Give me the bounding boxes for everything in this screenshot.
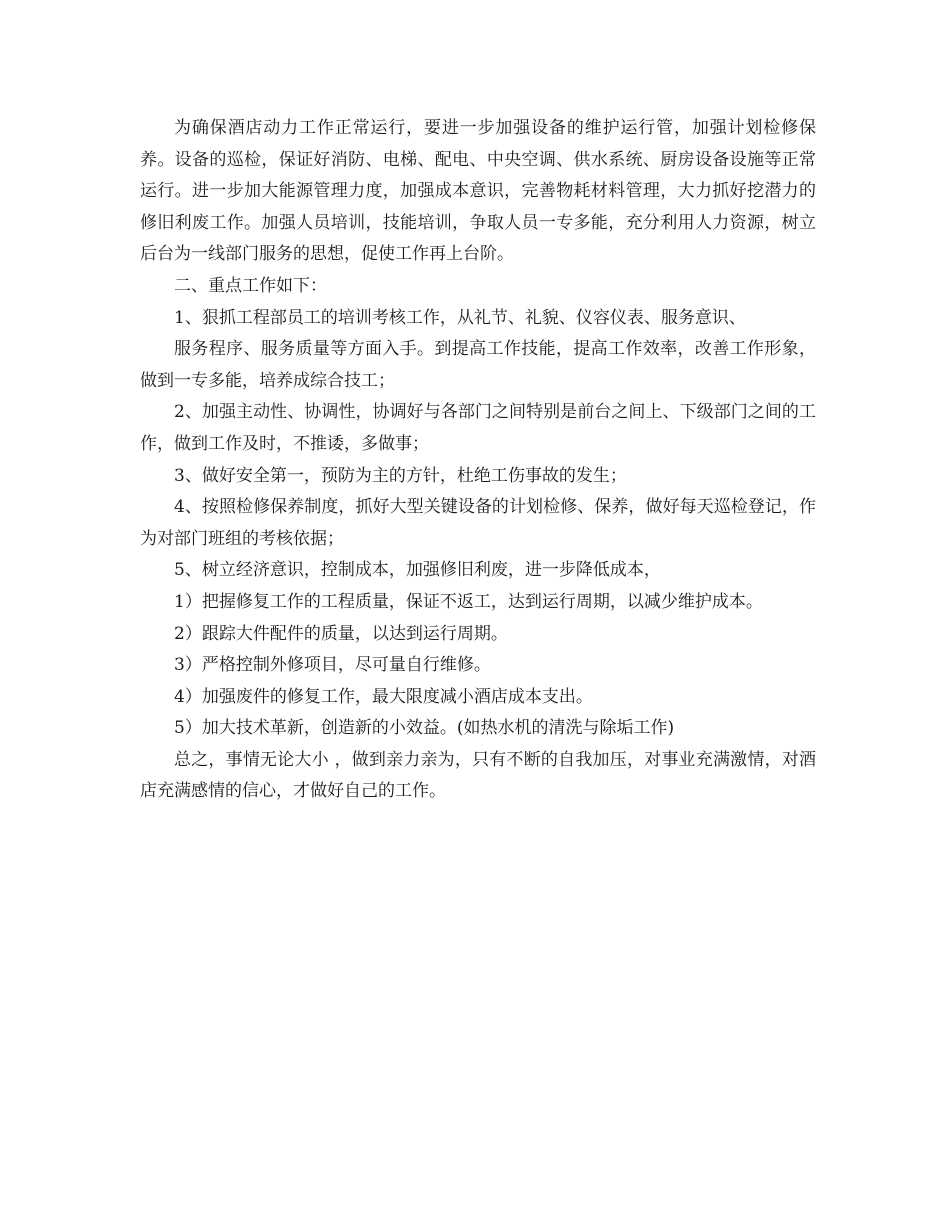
sub-item-1: 1）把握修复工作的工程质量，保证不返工，达到运行周期，以减少维护成本。 bbox=[174, 591, 763, 612]
list-item-1-continued: 服务程序、服务质量等方面入手。到提高工作技能，提高工作效率，改善工作形象，做到一专多能，培养成综合技工； bbox=[140, 339, 816, 391]
sub-item-2: 2）跟踪大件配件的质量，以达到运行周期。 bbox=[174, 623, 508, 644]
list-item-1: 1、狠抓工程部员工的培训考核工作，从礼节、礼貌、仪容仪表、服务意识、 bbox=[174, 307, 746, 328]
conclusion-paragraph: 总之，事情无论大小 ，做到亲力亲为，只有不断的自我加压，对事业充满激情，对酒店充满感情的信心，才做好自己的工作。 bbox=[140, 749, 816, 802]
list-item-5: 5、树立经济意识，控制成本，加强修旧利废，进一步降低成本， bbox=[174, 560, 661, 581]
list-item-2: 2、加强主动性、协调性，协调好与各部门之间特别是前台之间上、下级部门之间的工作，做到工作及时，不推诿，多做事； bbox=[140, 402, 816, 454]
sub-item-5: 5）加大技术革新，创造新的小效益。(如热水机的清洗与除垢工作) bbox=[174, 718, 675, 739]
section-heading: 二、重点工作如下： bbox=[174, 275, 327, 296]
list-item-3: 3、做好安全第一，预防为主的方针，杜绝工伤事故的发生； bbox=[174, 465, 627, 486]
sub-item-3: 3）严格控制外修项目，尽可量自行维修。 bbox=[174, 655, 491, 676]
list-item-4: 4、按照检修保养制度，抓好大型关键设备的计划检修、保养，做好每天巡检登记，作为对部门班组的考核依据； bbox=[140, 497, 816, 549]
document-body bbox=[140, 113, 816, 808]
sub-item-4: 4）加强废件的修复工作，最大限度减小酒店成本支出。 bbox=[174, 686, 593, 707]
intro-paragraph: 为确保酒店动力工作正常运行，要进一步加强设备的维护运行管，加强计划检修保养。设备的巡检，保证好消防、电梯、配电、中央空调、供水系统、厨房设备设施等正常运行。进一步加大能源管理力度，加强成本意识，完善物耗材料管理，大力抓好挖潜力的修旧利废工作。加强人员培训，技能培训，争取人员一专多能，充分利用人力资源，树立后台为一线部门服务的思想，促使工作再上台阶。 bbox=[140, 118, 816, 265]
